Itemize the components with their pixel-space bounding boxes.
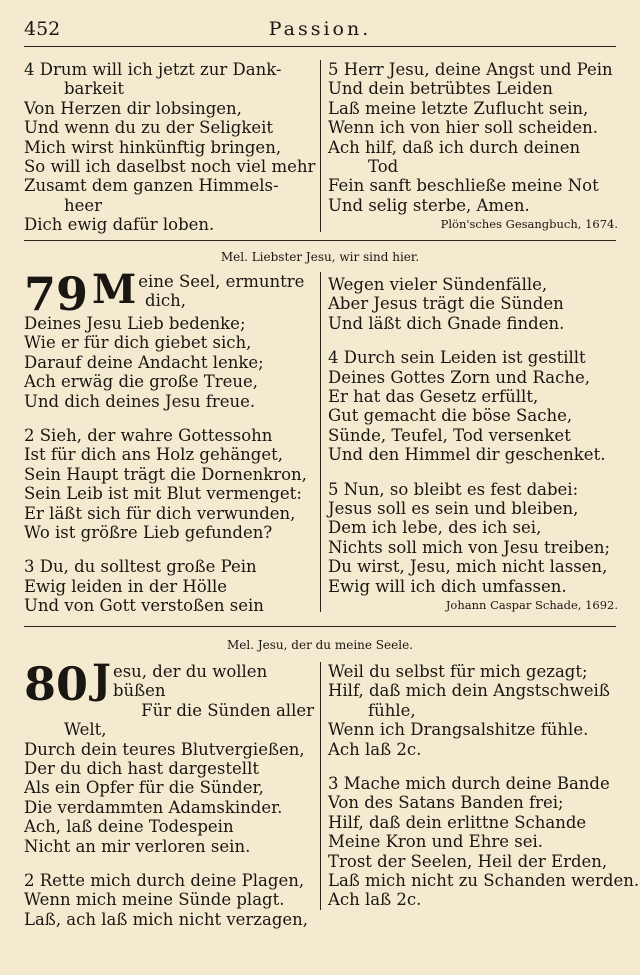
verse-line: Meine Kron und Ehre sei. [328, 832, 543, 852]
verse-line: Durch dein teures Blutvergießen, [24, 739, 305, 759]
verse-line: Sünde, Teufel, Tod versenket [328, 425, 571, 445]
column-divider [320, 60, 321, 232]
verse-line: Welt, [64, 720, 107, 740]
verse-line: Wenn ich Drangsalshitze fühle. [328, 720, 589, 740]
section-rule [24, 626, 616, 627]
verse-line: dich, [145, 291, 186, 311]
verse-line: Hilf, daß dein erlittne Schande [328, 812, 587, 832]
top-right-column [328, 60, 618, 233]
verse-line: Wegen vieler Sündenfälle, [328, 275, 548, 294]
verse-line: Von des Satans Banden frei; [328, 793, 564, 813]
verse-line: esu, der du wollen büßen [112, 662, 268, 701]
hymn-number: 79 [24, 272, 89, 314]
verse-line: heer [64, 195, 103, 215]
verse-line: Laß mich nicht zu Schanden werden. [328, 871, 640, 891]
verse-line: fühle, [368, 700, 416, 720]
verse-line: Die verdammten Adamskinder. [24, 797, 283, 817]
verse-line: Zusamt dem ganzen Himmels- [24, 176, 279, 196]
verse-line: Tod [368, 157, 399, 177]
verse-line: Ist für dich ans Holz gehänget, [24, 445, 284, 465]
dropcap: M [92, 272, 137, 313]
verse-line: 2 Sieh, der wahre Gottessohn [24, 426, 273, 446]
verse-line: 4 Drum will ich jetzt zur Dank- [24, 60, 282, 79]
verse-line: Aber Jesus trägt die Sünden [328, 294, 564, 314]
verse-line: Ach erwäg die große Treue, [24, 372, 259, 392]
verse-line: Mich wirst hinkünftig bringen, [24, 137, 282, 157]
verse-line: Deines Gottes Zorn und Rache, [328, 367, 590, 387]
verse-line: 5 Nun, so bleibt es fest dabei: [328, 479, 579, 499]
verse-line: Nicht an mir verloren sein. [24, 836, 251, 856]
verse-line: Als ein Opfer für die Sünder, [24, 778, 264, 798]
page-number: 452 [24, 18, 61, 40]
verse-line: 3 Du, du solltest große Pein [24, 557, 257, 577]
verse-line: Und den Himmel dir geschenket. [328, 445, 606, 465]
verse-line: Trost der Seelen, Heil der Erden, [328, 851, 608, 871]
verse-line: Und selig sterbe, Amen. [328, 195, 530, 215]
verse-line: Sein Leib ist mit Blut vermenget: [24, 484, 302, 504]
verse-line: 3 Mache mich durch deine Bande [328, 774, 610, 794]
verse-line: Hilf, daß mich dein Angstschweiß [328, 681, 610, 701]
dropcap: J [92, 662, 111, 703]
hymn-number: 80 [24, 662, 89, 711]
attribution: Plön'sches Gesangbuch, 1674. [440, 217, 618, 232]
verse-line: Ach laß 2c. [328, 890, 422, 910]
verse-line: Für die Sünden aller [141, 700, 314, 720]
verse-line: Jesus soll es sein und bleiben, [328, 499, 579, 519]
verse-line: Du wirst, Jesu, mich nicht lassen, [328, 557, 608, 577]
verse-line: Dem ich lebe, des ich sei, [328, 518, 542, 538]
melody-note: Mel. Jesu, der du meine Seele. [227, 638, 413, 652]
verse-line: Ach laß 2c. [328, 739, 422, 759]
verse-line: Und dein betrübtes Leiden [328, 79, 553, 99]
verse-line: 5 Herr Jesu, deine Angst und Pein [328, 60, 613, 79]
column-divider [320, 272, 321, 612]
verse-line: Und wenn du zu der Seligkeit [24, 118, 274, 138]
verse-line: Er läßt sich für dich verwunden, [24, 503, 296, 523]
verse-line: Ach hilf, daß ich durch deinen [328, 137, 581, 157]
verse-line: Nichts soll mich von Jesu treiben; [328, 537, 611, 557]
verse-line: Dich ewig dafür loben. [24, 215, 215, 235]
section-rule [24, 240, 616, 241]
hymn79-left-column [24, 272, 316, 616]
verse-line: Wie er für dich giebet sich, [24, 333, 252, 353]
verse-line: Deines Jesu Lieb bedenke; [24, 314, 246, 333]
verse-line: Und läßt dich Gnade finden. [328, 313, 565, 333]
verse-line: Er hat das Gesetz erfüllt, [328, 387, 539, 407]
verse-line: Wo ist größre Lieb gefunden? [24, 523, 273, 543]
hymn80-right-column [328, 662, 640, 910]
verse-line: 2 Rette mich durch deine Plagen, [24, 871, 305, 891]
hymn80-left-column [24, 662, 316, 929]
melody-note: Mel. Liebster Jesu, wir sind hier. [220, 250, 420, 264]
verse-line: Weil du selbst für mich gezagt; [328, 662, 588, 681]
verse-line: Wenn mich meine Sünde plagt. [24, 890, 285, 910]
attribution: Johann Caspar Schade, 1692. [445, 598, 618, 613]
top-left-column [24, 60, 316, 235]
hymn79-right-column [328, 275, 618, 614]
verse-line: Fein sanft beschließe meine Not [328, 176, 599, 196]
verse-line: Ach, laß deine Todespein [24, 817, 234, 837]
verse-line: Gut gemacht die böse Sache, [328, 406, 573, 426]
running-title: Passion. [268, 18, 372, 40]
verse-line: So will ich daselbst noch viel mehr [24, 157, 316, 177]
verse-line: Und dich deines Jesu freue. [24, 391, 256, 411]
verse-line: barkeit [64, 79, 124, 99]
verse-line: Ewig leiden in der Hölle [24, 576, 228, 596]
verse-line: Der du dich hast dargestellt [24, 759, 259, 779]
verse-line: eine Seel, ermuntre [138, 272, 305, 291]
verse-line: Und von Gott verstoßen sein [24, 596, 264, 616]
verse-line: Von Herzen dir lobsingen, [24, 98, 242, 118]
column-divider [320, 662, 321, 910]
page-header [24, 18, 616, 48]
header-rule [24, 46, 616, 47]
verse-line: Laß, ach laß mich nicht verzagen, [24, 909, 309, 929]
verse-line: Darauf deine Andacht lenke; [24, 352, 264, 372]
verse-line: 4 Durch sein Leiden ist gestillt [328, 348, 586, 368]
verse-line: Ewig will ich dich umfassen. [328, 576, 567, 596]
verse-line: Sein Haupt trägt die Dornenkron, [24, 464, 307, 484]
verse-line: Wenn ich von hier soll scheiden. [328, 118, 598, 138]
verse-line: Laß meine letzte Zuflucht sein, [328, 98, 589, 118]
